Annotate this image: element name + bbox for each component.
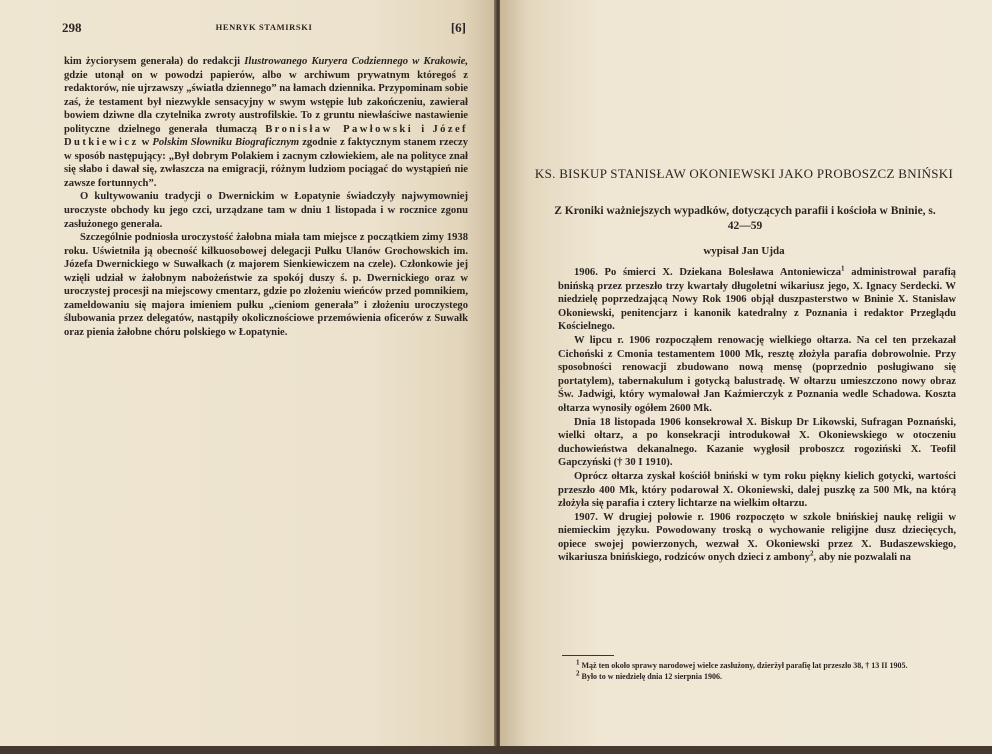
footnote-text: Było to w niedzielę dnia 12 sierpnia 1906. (579, 672, 722, 681)
paragraph: Oprócz ołtarza zyskał kościół bniński w tym roku piękny kielich gotycki, wartości przeszło 400 Mk, który podarował X. Okoniewski, dalej puszkę za 500 Mk, na którą złożyła się parafia i cztery lichtarze na wielkim ołtarzu. (558, 470, 956, 510)
footnote (562, 671, 954, 682)
footnote-ref: 2 (810, 549, 814, 558)
footnote-mark: 1 (576, 658, 580, 667)
footnote-mark: 2 (576, 669, 580, 678)
article-subtitle: Z Kroniki ważniejszych wypadków, dotyczących parafii i kościoła w Bninie, s. 42—59 (554, 205, 936, 232)
book-bottom-edge (0, 746, 992, 754)
text-run: i (413, 123, 433, 135)
running-head (62, 20, 466, 36)
article-byline: wypisał Jan Ujda (703, 245, 785, 257)
text-run: zgodnie z faktycznym stanem rzeczy w sposób następujący: „Był dobrym Polakiem i zacnym człowiekiem, ale na polityce znał się słabo i dawał się, zwłaszcza na emigracji, różnym ludziom pociągać do wystąpień nie zawsze fortunnych”. (64, 137, 468, 189)
left-page (0, 0, 496, 746)
text-run: gdzie utonął on w powodzi papierów, albo w archiwum prywatnym któregoś z redaktorów, nie ujrzawszy „światła dziennego” na łamach dziennika. Przypominam sobie zaś, że testament był niezwykle sensacyjny w swym wstępie lub zakończeniu, zawierał bowiem dziwne dla czytelnika zwroty austrofilskie. To z gruntu niewłaściwe nastawienie polityczne dzielnego generała tłumaczą (64, 69, 468, 135)
running-head-author: HENRYK STAMIRSKI (215, 22, 313, 32)
section-mark: [6] (450, 20, 466, 35)
paragraph: O kultywowaniu tradycji o Dwernickim w Łopatynie świadczyły najwymowniej uroczyste obchody ku jego czci, urządzane tam w dniu 1 listopada i w rocznice zgonu zasłużonego generała. (64, 191, 468, 230)
paragraph (558, 511, 956, 565)
footnote-ref: 1 (841, 264, 845, 273)
text-run: w (138, 137, 153, 149)
paragraph: Szczególnie podniosła uroczystość żałobna miała tam miejsce z początkiem zimy 1938 roku. Uświetniła ją obecność kilkuosobowej delegacji Pułku Ułanów Grochowskich im. Józefa Dwernickiego w Suwałkach (z majorem Sienkiewiczem na czele). Członkowie jej wzięli udział w żałobnym nabożeństwie za spokój duszy ś. p. Dwernickiego oraz w uroczystej procesji na miejscowy cmentarz, gdzie po złożeniu wieńców przed pomnikiem, zameldowaniu się majora imieniem pułku „cieniom generała” i złożeniu uroczystego ślubowania przez delegatów, nastąpiły okolicznościowe przemówienia oficerów z Suwałk oraz pienia żałobne chóru polskiego w Łopatynie. (64, 232, 468, 338)
paragraph: W lipcu r. 1906 rozpocząłem renowację wielkiego ołtarza. Na cel ten przekazał Cichoński z Cmonia testamentem 1000 Mk, resztę złożyła parafia dobrowolnie. Przy sposobności renowacji zbudowano nową mensę (poprzednio posługiwano się portatylem), tabernakulum i gotycką balustradę. W ołtarzu umieszczono nowy obraz Św. Jadwigi, który wymalował Jan Kaźmierczyk z Poznania wedle Schadowa. Koszta ołtarza wynosiły ogółem 2600 Mk. (558, 334, 956, 414)
footnote-text: Mąż ten około sprawy narodowej wielce zasłużony, dzierżył parafię lat przeszło 38, † 13 II 1905. (579, 661, 908, 670)
text-run: administrował parafią bnińską przez przeszło trzy kwartały długoletni wikariusz jego, X. Ignacy Serdecki. W niedzielę poprzedzającą Nowy Rok 1906 objął duszpasterstwo w Bninie X. Stanisław Okoniewski, penitencjarz i kanonik katedralny z Poznania i redaktor Przeglądu Kościelnego. (558, 267, 956, 333)
left-page-text (64, 55, 468, 339)
footnotes (562, 660, 954, 682)
text-run: 1906. Po śmierci X. Dziekana Bolesława Antoniewicza (574, 267, 842, 278)
article-title: KS. BISKUP STANISŁAW OKONIEWSKI JAKO PROBOSZCZ BNIŃSKI (534, 166, 954, 181)
text-run: , aby nie pozwalali na (813, 552, 911, 564)
text-run: kim życiorysem generała) do redakcji (64, 56, 245, 67)
text-run: 1907. W drugiej połowie r. 1906 rozpoczęto w szkole bnińskiej naukę religii w niemieckim języku. Powodowany troską o wychowanie religijne dusz dziecięcych, opiece swojej powierzonych, wezwał X. Okoniewski przez X. Budaszewskiego, wikariusza bnińskiego, rodziców onych dzieci z ambony (558, 511, 956, 564)
footnote-rule (562, 655, 614, 656)
paragraph: Dnia 18 listopada 1906 konsekrował X. Biskup Dr Likowski, Sufragan Poznański, wielki ołtarz, a po konsekracji introdukował X. Okoniewskiego w otoczeniu duchowieństwa dekanalnego. Kazanie wygłosił proboszcz rogoziński X. Teofil Gapczyński († 30 I 1910). (558, 416, 956, 469)
paragraph (64, 55, 468, 190)
page-number: 298 (62, 20, 82, 35)
footnote (562, 660, 954, 671)
paragraph (558, 266, 956, 334)
italic-title: Polskim Słowniku Biograficznym (152, 137, 300, 149)
italic-title: Ilustrowanego Kuryera Codziennego w Krakowie, (244, 56, 468, 67)
spaced-name: Józef Dutkiewicz (64, 123, 468, 149)
right-page-text (558, 266, 956, 565)
spaced-name: Bronisław Pawłowski (265, 123, 414, 135)
